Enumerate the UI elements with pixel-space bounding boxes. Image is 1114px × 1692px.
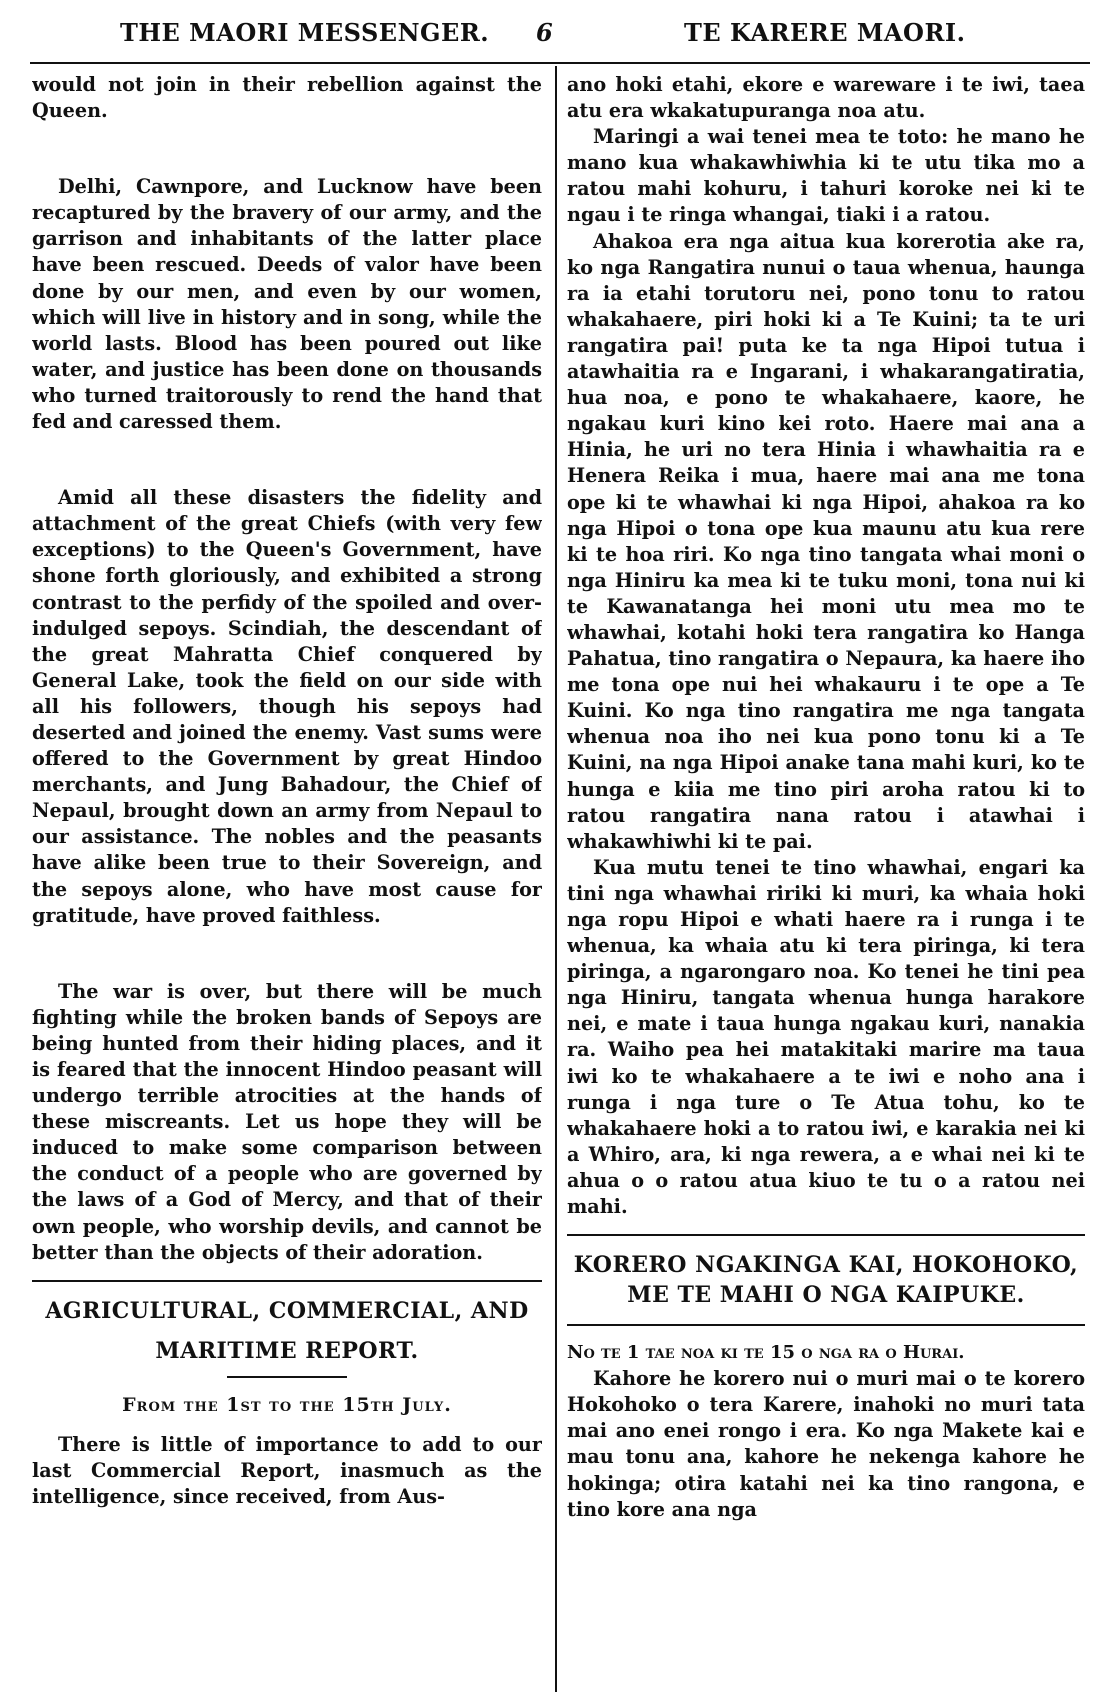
english-column [32, 72, 542, 1690]
column-divider [555, 66, 557, 1692]
section-divider [567, 1324, 1085, 1326]
maori-paragraph-5: Kahore he korero nui o muri mai o te korero Hokohoko o tera Karere, inahoki no muri tata mai ano enei rongo i era. Ko nga Makete kai e mau tonu ana, kahore he nekenga kahore he hokinga; otira katahi nei ka tino rangona, e tino kore ana nga [567, 1367, 1085, 1521]
english-paragraph-4: The war is over, but there will be much fighting while the broken bands of Sepoys are being hunted from their hiding places, and it is feared that the innocent Hindoo peasant will undergo terrible atrocities at the hands of these miscreants. Let us hope they will be induced to make some comparison between the conduct of a people who are governed by the laws of a God of Mercy, and that of their own people, who worship devils, and cannot be better than the objects of their adoration. [32, 979, 542, 1264]
english-paragraph-1: would not join in their rebellion against the Queen. [32, 73, 542, 123]
report-dateline-maori: No te 1 tae noa ki te 15 o nga ra o Hurai. [567, 1342, 965, 1364]
masthead-maori: TE KARERE MAORI. [684, 18, 966, 47]
spacer [32, 954, 542, 979]
section-divider [567, 1234, 1085, 1236]
maori-paragraph-4: Kua mutu tenei te tino whawhai, engari ka tini nga whawhai ririki ki muri, ka whaia hoki nga ropu Hipoi e whati haere ra i runga i te whenua, ka whaia atu ki tera piringa, ki tera piringa, a ngarongaro noa. Ko tenei he tini pea nga Hiniru, tangata whenua hunga harakore nei, e mate i taua hunga ngakau kuri, nanakia ra. Waiho pea hei matakitaki marire ma taua iwi ko te whakahaere a te iwi e noho ana i runga i nga ture o Te Atua tohu, ko te whakahaere hoki a to ratou iwi, e karakia nei ki a Whiro, ara, ki nga rewera, a e whai nei ki te ahua o o ratou atua kiuo te tu o a ratou nei mahi. [567, 855, 1085, 1219]
maori-paragraph-1: ano hoki etahi, ekore e wareware i te iwi, taea atu era wkakatupuranga noa atu. [567, 73, 1085, 123]
section-title-english-1: AGRICULTURAL, COMMERCIAL, AND [45, 1297, 529, 1324]
page-number: 6 [536, 18, 554, 47]
maori-column [567, 72, 1085, 1690]
spacer [32, 929, 542, 954]
page-header [0, 0, 1114, 66]
english-paragraph-3: Amid all these disasters the fidelity and attachment of the great Chiefs (with very few exceptions) to the Queen's Government, have shone forth gloriously, and exhibited a strong contrast to the perfidy of the spoiled and over-indulged sepoys. Scindiah, the descendant of the great Mahratta Chief conquered by General Lake, took the field on our side with all his followers, though his sepoys had deserted and joined the enemy. Vast sums were offered to the Government by great Hindoo merchants, and Jung Bahadour, the Chief of Nepaul, brought down an army from Nepaul to our assistance. The nobles and the peasants have alike been true to their Sovereign, and the sepoys alone, who have most cause for gratitude, have proved faithless. [32, 486, 542, 927]
section-divider [32, 1280, 542, 1282]
section-title-rule [227, 1376, 347, 1378]
english-paragraph-5: There is little of importance to add to our last Commercial Report, inasmuch as the intelligence, since received, from Aus- [32, 1432, 542, 1508]
english-paragraph-2: Delhi, Cawnpore, and Lucknow have been recaptured by the bravery of our army, and the garrison and inhabitants of the latter place have been rescued. Deeds of valor have been done by our men, and even by our women, which will live in history and in song, while the world lasts. Blood has been poured out like water, and justice has been done on thousands who turned traitorously to rend the hand that fed and caressed them. [32, 175, 542, 434]
report-dateline-english: From the 1st to the 15th July. [122, 1393, 452, 1416]
header-rule [30, 62, 1090, 64]
masthead-english: THE MAORI MESSENGER. [120, 18, 490, 47]
section-title-english-2: MARITIME REPORT. [155, 1337, 419, 1364]
spacer [32, 149, 542, 174]
section-title-maori-1: KORERO NGAKINGA KAI, HOKOHOKO, [573, 1252, 1079, 1279]
spacer [32, 435, 542, 460]
spacer [32, 124, 542, 149]
maori-paragraph-2: Maringi a wai tenei mea te toto: he mano he mano kua whakawhiwhia ki te utu tika mo a ratou mahi kohuru, i tahuri koroke nei ki te ngau i te ringa whangai, tiaki i a ratou. [567, 125, 1085, 227]
section-title-maori-2: ME TE MAHI O NGA KAIPUKE. [627, 1282, 1025, 1309]
maori-paragraph-3: Ahakoa era nga aitua kua korerotia ake ra, ko nga Rangatira nunui o taua whenua, haunga ra ia etahi torutoru nei, pono tonu to ratou whakahaere, piri hoki ki a Te Kuini; ta te uri rangatira pai! puta ke ta nga Hipoi tutua i atawhaitia ra e Ingarani, i whakarangatiratia, hua noa, e pono te whakahaere, kaore, he ngakau kuri kino kei roto. Haere mai ana a Hinia, he uri no tera Hinia i whawhaitia ra e Henera Reika i mua, haere mai ana me tona ope ki te whawhai ki nga Hipoi, ahakoa ra ko nga Hipoi o tona ope kua maunu atu kua rere ki te hoa riri. Ko nga tino tangata whai moni o nga Hiniru ka mea ki te tuku moni, tona nui ki te Kawanatanga hei moni utu mea mo te whawhai, kotahi hoki tera rangatira ko Hanga Pahatua, tino rangatira o Nepaura, ka haere iho me tona ope nui hei whakauru i te ope a Te Kuini. Ko nga tino rangatira me nga tangata whenua noa iho nei kua pono tonu ki a Te Kuini, na nga Hipoi anake tana mahi kuri, ko te hunga e kiia me tino piri aroha ratou ki to ratou rangatira nana ratou i atawhai i whakawhiwhi ki te pai. [567, 229, 1085, 853]
spacer [32, 460, 542, 485]
